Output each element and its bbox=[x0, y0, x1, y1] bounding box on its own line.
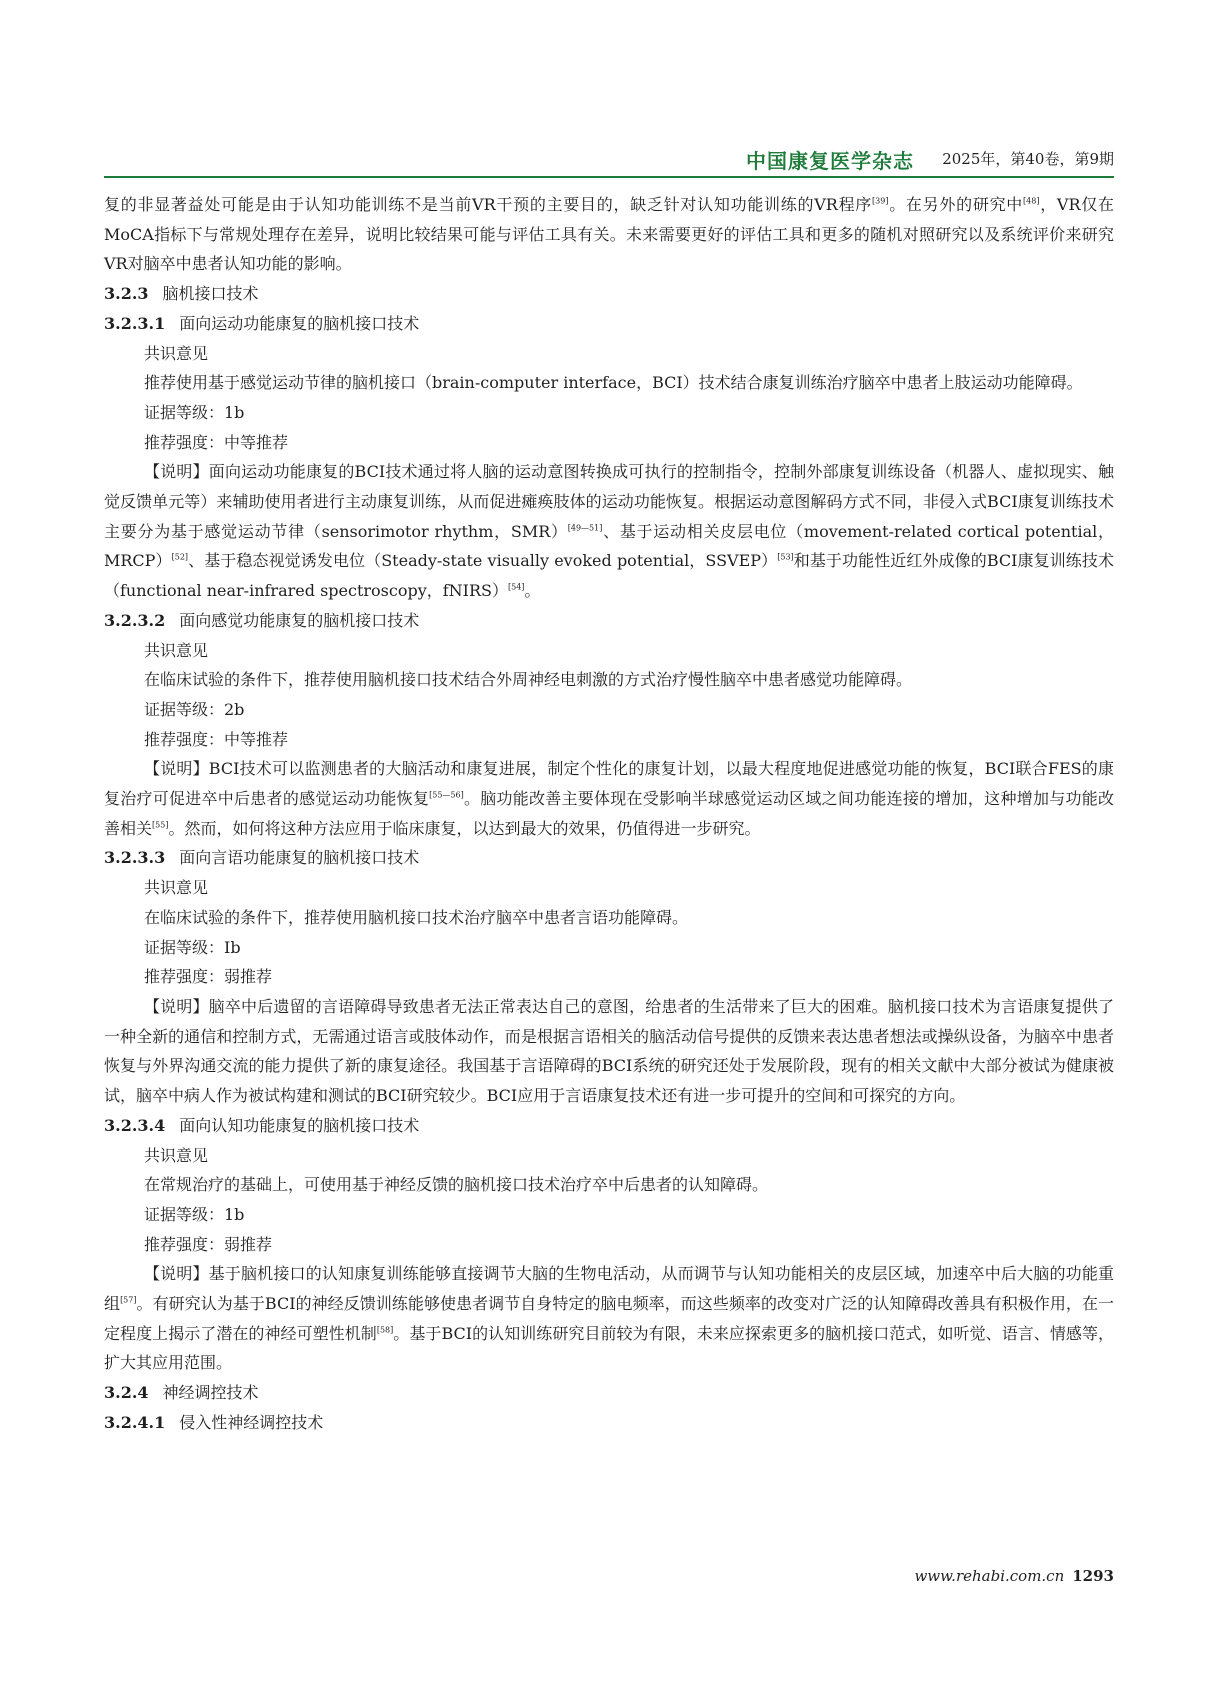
recommendation-strength: 推荐强度：弱推荐 bbox=[144, 967, 273, 987]
article-body bbox=[104, 190, 1114, 1438]
section-heading: 3.2.3.1 面向运动功能康复的脑机接口技术 bbox=[104, 313, 420, 333]
citation: [54] bbox=[508, 582, 525, 592]
citation: [58] bbox=[376, 1325, 394, 1335]
section-heading: 3.2.3.4 面向认知功能康复的脑机接口技术 bbox=[104, 1115, 420, 1135]
section-heading: 3.2.3.2 面向感觉功能康复的脑机接口技术 bbox=[104, 610, 420, 630]
citation: [53] bbox=[777, 553, 794, 563]
consensus-label: 共识意见 bbox=[144, 1145, 209, 1165]
explanation: 【说明】面向运动功能康复的BCI技术通过将人脑的运动意图转换成可执行的控制指令，控制外部康复训练设备（机器人、虚拟现实、触觉反馈单元等）来辅助使用者进行主动康复训练，从而促进瘫痪肢体的运动功能恢复。根据运动意图解码方式不同，非侵入式BCI康复训练技术主要分为基于感觉运动节律（sensorimotor rhythm，SMR）[49—51]、基于运动相关皮层电位（movement-related cortical potential，MRCP）[52]、基于稳态视觉诱发电位（Steady-state visually evoked potential，SSVEP）[53]和基于功能性近红外成像的BCI康复训练技术（functional near-infrared spectroscopy，fNIRS）[54]。 bbox=[104, 462, 1114, 601]
section-heading: 3.2.4 神经调控技术 bbox=[104, 1383, 259, 1403]
evidence-level: 证据等级：Ib bbox=[144, 937, 241, 957]
recommendation: 在临床试验的条件下，推荐使用脑机接口技术治疗脑卒中患者言语功能障碍。 bbox=[144, 907, 689, 927]
citation: [55] bbox=[152, 820, 169, 830]
citation: [48] bbox=[1023, 196, 1040, 206]
citation: [49—51] bbox=[567, 523, 603, 533]
recommendation: 推荐使用基于感觉运动节律的脑机接口（brain-computer interface，BCI）技术结合康复训练治疗脑卒中患者上肢运动功能障碍。 bbox=[144, 373, 1083, 393]
evidence-level: 证据等级：1b bbox=[144, 1204, 245, 1224]
citation: [39] bbox=[872, 196, 889, 206]
explanation: 【说明】基于脑机接口的认知康复训练能够直接调节大脑的生物电活动，从而调节与认知功能相关的皮层区域，加速卒中后大脑的功能重组[57]。有研究认为基于BCI的神经反馈训练能够使患者调节自身特定的脑电频率，而这些频率的改变对广泛的认知障碍改善具有积极作用，在一定程度上揭示了潜在的神经可塑性机制[58]。基于BCI的认知训练研究目前较为有限，未来应探索更多的脑机接口范式，如听觉、语言、情感等，扩大其应用范围。 bbox=[104, 1264, 1114, 1373]
citation: [57] bbox=[120, 1295, 137, 1305]
section-heading: 3.2.4.1 侵入性神经调控技术 bbox=[104, 1412, 324, 1432]
citation: [55—56] bbox=[429, 790, 464, 800]
page-number: 1293 bbox=[1072, 1567, 1114, 1585]
header-rule bbox=[104, 176, 1114, 178]
explanation: 【说明】BCI技术可以监测患者的大脑活动和康复进展，制定个性化的康复计划，以最大程度地促进感觉功能的恢复，BCI联合FES的康复治疗可促进卒中后患者的感觉运动功能恢复[55—56]。脑功能改善主要体现在受影响半球感觉运动区域之间功能连接的增加，这种增加与功能改善相关[55]。然而，如何将这种方法应用于临床康复，以达到最大的效果，仍值得进一步研究。 bbox=[104, 759, 1114, 838]
paragraph: 复的非显著益处可能是由于认知功能训练不是当前VR干预的主要目的，缺乏针对认知功能训练的VR程序[39]。在另外的研究中[48]，VR仅在MoCA指标下与常规处理存在差异，说明比较结果可能与评估工具有关。未来需要更好的评估工具和更多的随机对照研究以及系统评价来研究VR对脑卒中患者认知功能的影响。 bbox=[104, 195, 1114, 274]
evidence-level: 证据等级：2b bbox=[144, 699, 245, 719]
consensus-label: 共识意见 bbox=[144, 640, 209, 660]
recommendation: 在常规治疗的基础上，可使用基于神经反馈的脑机接口技术治疗卒中后患者的认知障碍。 bbox=[144, 1175, 769, 1195]
journal-logo: 中国康复医学杂志 bbox=[746, 149, 914, 173]
explanation: 【说明】脑卒中后遗留的言语障碍导致患者无法正常表达自己的意图，给患者的生活带来了巨大的困难。脑机接口技术为言语康复提供了一种全新的通信和控制方式，无需通过语言或肢体动作，而是根据言语相关的脑活动信号提供的反馈来表达患者想法或操纵设备，为脑卒中患者恢复与外界沟通交流的能力提供了新的康复途径。我国基于言语障碍的BCI系统的研究还处于发展阶段，现有的相关文献中大部分被试为健康被试，脑卒中病人作为被试构建和测试的BCI研究较少。BCI应用于言语康复技术还有进一步可提升的空间和可探究的方向。 bbox=[104, 996, 1114, 1106]
section-heading: 3.2.3.3 面向言语功能康复的脑机接口技术 bbox=[104, 848, 420, 868]
journal-issue: 2025年，第40卷，第9期 bbox=[942, 150, 1114, 168]
recommendation: 在临床试验的条件下，推荐使用脑机接口技术结合外周神经电刺激的方式治疗慢性脑卒中患者感觉功能障碍。 bbox=[144, 670, 913, 690]
section-heading: 3.2.3 脑机接口技术 bbox=[104, 284, 259, 304]
recommendation-strength: 推荐强度：中等推荐 bbox=[144, 432, 289, 452]
recommendation-strength: 推荐强度：弱推荐 bbox=[144, 1234, 273, 1254]
page-header bbox=[104, 143, 1114, 173]
citation: [52] bbox=[171, 553, 189, 563]
recommendation-strength: 推荐强度：中等推荐 bbox=[144, 729, 289, 749]
consensus-label: 共识意见 bbox=[144, 343, 209, 363]
consensus-label: 共识意见 bbox=[144, 878, 209, 898]
page-footer bbox=[104, 1567, 1114, 1591]
evidence-level: 证据等级：1b bbox=[144, 402, 245, 422]
journal-url: www.rehabi.com.cn bbox=[914, 1567, 1065, 1585]
